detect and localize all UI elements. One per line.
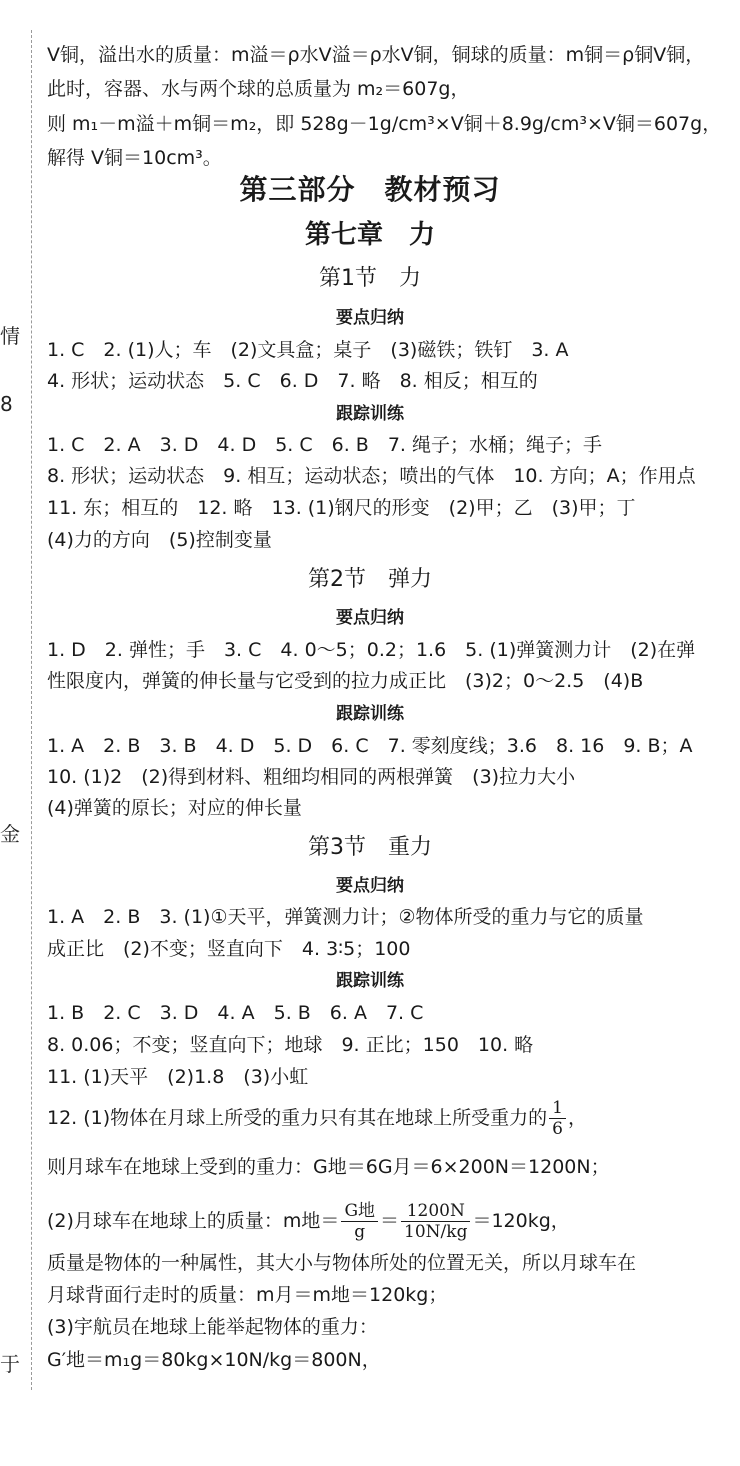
q12-line-3 [47,1201,570,1242]
answer-line: 8. 形状；运动状态 9. 相互；运动状态；喷出的气体 10. 方向；A；作用点 [47,465,696,487]
block-heading: 要点归纳 [336,876,404,896]
q12-line-7: G′地＝m₁g＝80kg×10N/kg＝800N， [47,1349,381,1371]
section-title: 第1节 力 [319,266,421,291]
q12-equals: ＝ [380,1210,400,1232]
q12-line-4: 质量是物体的一种属性，其大小与物体所处的位置无关，所以月球车在 [47,1252,637,1274]
answer-line: 1. A 2. B 3. (1)①天平，弹簧测力计；②物体所受的重力与它的质量 [47,906,644,928]
part-title: 第三部分 教材预习 [239,173,501,206]
answer-line: 成正比 (2)不变；竖直向下 4. 3∶5；100 [47,938,411,960]
fraction-numerator: 1200N [401,1201,470,1222]
margin-char: 情 [0,324,20,348]
fraction-numerator: G地 [341,1201,378,1222]
solution-line: 则 m₁－m溢＋m铜＝m₂，即 528g－1g/cm³×V铜＋8.9g/cm³×V铜＝607g， [47,113,722,135]
answer-line: (4)力的方向 (5)控制变量 [47,529,272,551]
q12-line-3-tail: ＝120kg， [472,1210,570,1232]
section-title: 第2节 弹力 [308,567,432,592]
q12-line-3-text: (2)月球车在地球上的质量：m地＝ [47,1210,340,1232]
block-heading: 跟踪训练 [336,971,404,991]
solution-line: 解得 V铜＝10cm³。 [47,147,222,169]
q12-line-2: 则月球车在地球上受到的重力：G地＝6G月＝6×200N＝1200N； [47,1156,610,1178]
fraction-denominator: 10N/kg [404,1222,468,1242]
block-heading: 跟踪训练 [336,704,404,724]
margin-char: 于 [0,1352,20,1376]
answer-line: 1. A 2. B 3. B 4. D 5. D 6. C 7. 零刻度线；3.6 8. 16 9. B；A [47,735,693,757]
fraction-1200n-over-10nkg [401,1201,470,1242]
block-heading: 要点归纳 [336,308,404,328]
answer-line: 10. (1)2 (2)得到材料、粗细均相同的两根弹簧 (3)拉力大小 [47,766,576,788]
answer-line: 4. 形状；运动状态 5. C 6. D 7. 略 8. 相反；相互的 [47,370,538,392]
answer-line: 1. B 2. C 3. D 4. A 5. B 6. A 7. C [47,1002,424,1024]
fraction-denominator: 6 [552,1119,563,1139]
fraction-denominator: g [354,1222,366,1242]
answer-line: 8. 0.06；不变；竖直向下；地球 9. 正比；150 10. 略 [47,1034,534,1056]
solution-line: V铜，溢出水的质量：m溢＝ρ水V溢＝ρ水V铜，铜球的质量：m铜＝ρ铜V铜， [47,44,705,66]
q12-line-1 [47,1098,587,1139]
fraction-one-sixth [549,1098,566,1139]
block-heading: 跟踪训练 [336,404,404,424]
chapter-title: 第七章 力 [304,220,435,250]
q12-line-6: (3)宇航员在地球上能举起物体的重力： [47,1316,378,1338]
answer-line: 1. C 2. A 3. D 4. D 5. C 6. B 7. 绳子；水桶；绳子；手 [47,434,602,456]
q12-line-1-text: 12. (1)物体在月球上所受的重力只有其在地球上所受重力的 [47,1107,548,1129]
answer-line: 11. (1)天平 (2)1.8 (3)小虹 [47,1066,309,1088]
answer-line: (4)弹簧的原长；对应的伸长量 [47,797,302,819]
margin-char: 金 [0,822,20,846]
answer-line: 1. C 2. (1)人；车 (2)文具盒；桌子 (3)磁铁；铁钉 3. A [47,339,569,361]
margin-char: 8 [0,392,13,416]
fraction-g-over-g [341,1201,378,1242]
solution-line: 此时，容器、水与两个球的总质量为 m₂＝607g， [47,78,470,100]
fraction-numerator: 1 [549,1098,566,1119]
answer-line: 性限度内，弹簧的伸长量与它受到的拉力成正比 (3)2；0～2.5 (4)B [47,670,644,692]
section-title: 第3节 重力 [308,835,432,860]
q12-line-1-tail: ， [568,1107,588,1129]
answer-line: 1. D 2. 弹性；手 3. C 4. 0～5；0.2；1.6 5. (1)弹簧测力计 (2)在弹 [47,639,696,661]
q12-line-5: 月球背面行走时的质量：m月＝m地＝120kg； [47,1284,448,1306]
answer-line: 11. 东；相互的 12. 略 13. (1)钢尺的形变 (2)甲；乙 (3)甲；丁 [47,497,636,519]
block-heading: 要点归纳 [336,608,404,628]
